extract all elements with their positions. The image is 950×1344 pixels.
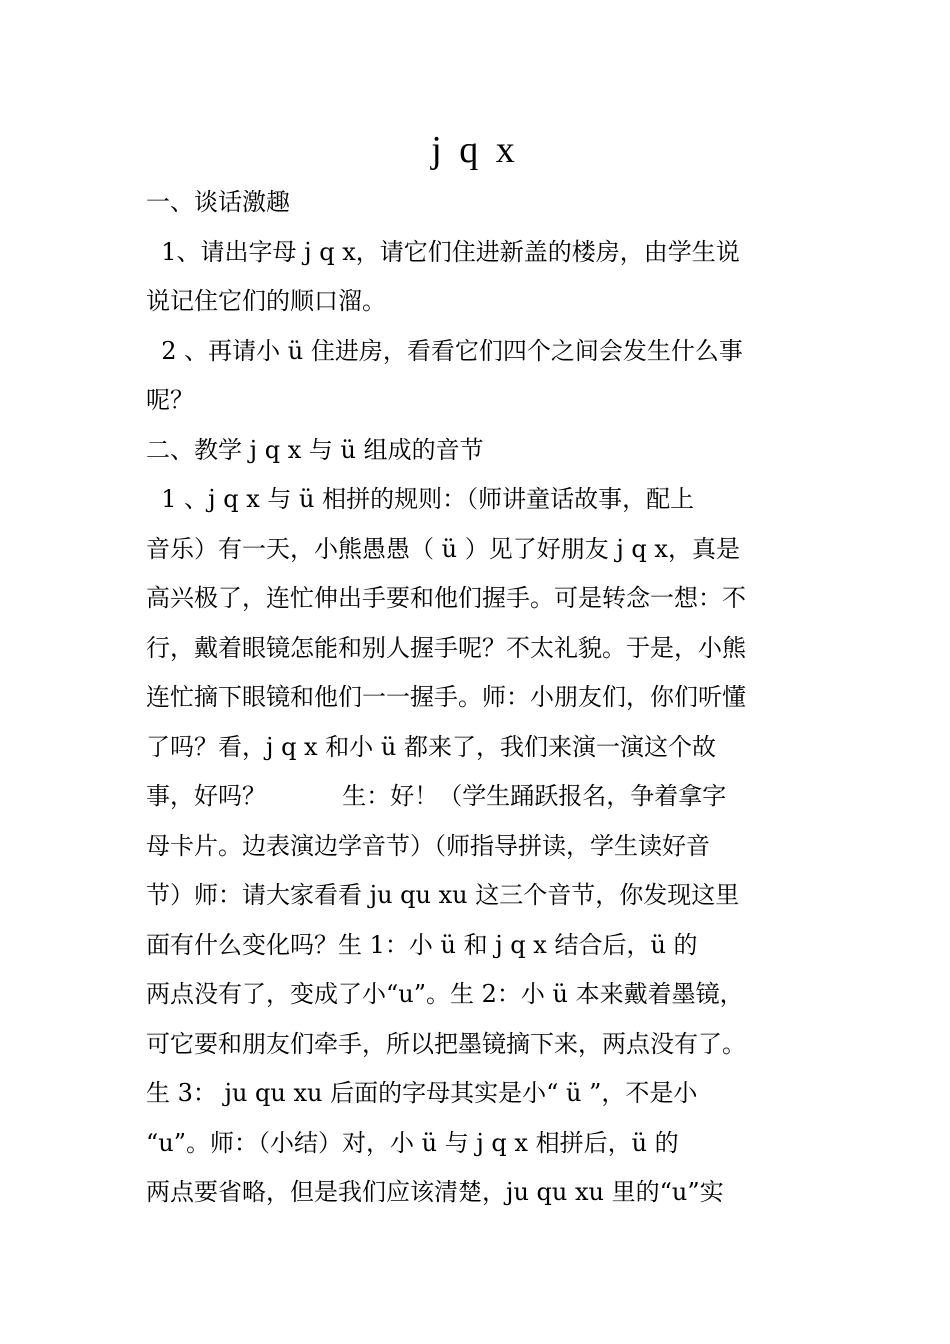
document-body bbox=[146, 178, 811, 1218]
paragraph-line: 高兴极了，连忙伸出手要和他们握手。可是转念一想：不 bbox=[146, 584, 746, 612]
paragraph-line: 1 、j q x 与 ü 相拼的规则：（师讲童话故事，配上 bbox=[146, 485, 695, 513]
paragraph-line: 音乐）有一天，小熊愚愚（ ü ）见了好朋友 j q x，真是 bbox=[146, 534, 740, 563]
paragraph-line: 行，戴着眼镜怎能和别人握手呢？不太礼貌。于是，小熊 bbox=[146, 633, 746, 662]
paragraph-line: 了吗？看，j q x 和小 ü 都来了，我们来演一演这个故 bbox=[146, 732, 716, 761]
paragraph-line: 两点没有了，变成了小“u”。生 2：小 ü 本来戴着墨镜， bbox=[146, 980, 744, 1008]
paragraph-line: 连忙摘下眼镜和他们一一握手。师：小朋友们，你们听懂 bbox=[146, 683, 746, 711]
paragraph-line: 事，好吗？ 生：好！（学生踊跃报名，争着拿字 bbox=[146, 782, 727, 810]
section-heading-2: 二、教学 j q x 与 ü 组成的音节 bbox=[146, 435, 484, 464]
paragraph-line: “u”。师：（小结）对，小 ü 与 j q x 相拼后，ü 的 bbox=[146, 1128, 679, 1157]
paragraph-line: 生 3： ju qu xu 后面的字母其实是小“ ü ”，不是小 bbox=[146, 1079, 698, 1107]
section-heading-1: 一、谈话激趣 bbox=[146, 188, 290, 216]
paragraph-line: 面有什么变化吗？生 1：小 ü 和 j q x 结合后，ü 的 bbox=[146, 930, 698, 959]
paragraph-line: 可它要和朋友们牵手，所以把墨镜摘下来，两点没有了。 bbox=[146, 1029, 746, 1058]
paragraph-line: 2 、再请小 ü 住进房，看看它们四个之间会发生什么事 bbox=[146, 336, 743, 365]
paragraph-line: 说记住它们的顺口溜。 bbox=[146, 287, 386, 315]
paragraph-line: 两点要省略，但是我们应该清楚，ju qu xu 里的“u”实 bbox=[146, 1178, 724, 1206]
paragraph-line: 1、请出字母 j q x，请它们住进新盖的楼房，由学生说 bbox=[146, 237, 740, 266]
paragraph-line: 呢？ bbox=[146, 386, 194, 414]
paragraph-line: 节）师：请大家看看 ju qu xu 这三个音节，你发现这里 bbox=[146, 881, 740, 909]
document-title: j q x bbox=[431, 129, 519, 171]
paragraph-line: 母卡片。边表演边学音节）（师指导拼读，学生读好音 bbox=[146, 831, 710, 860]
